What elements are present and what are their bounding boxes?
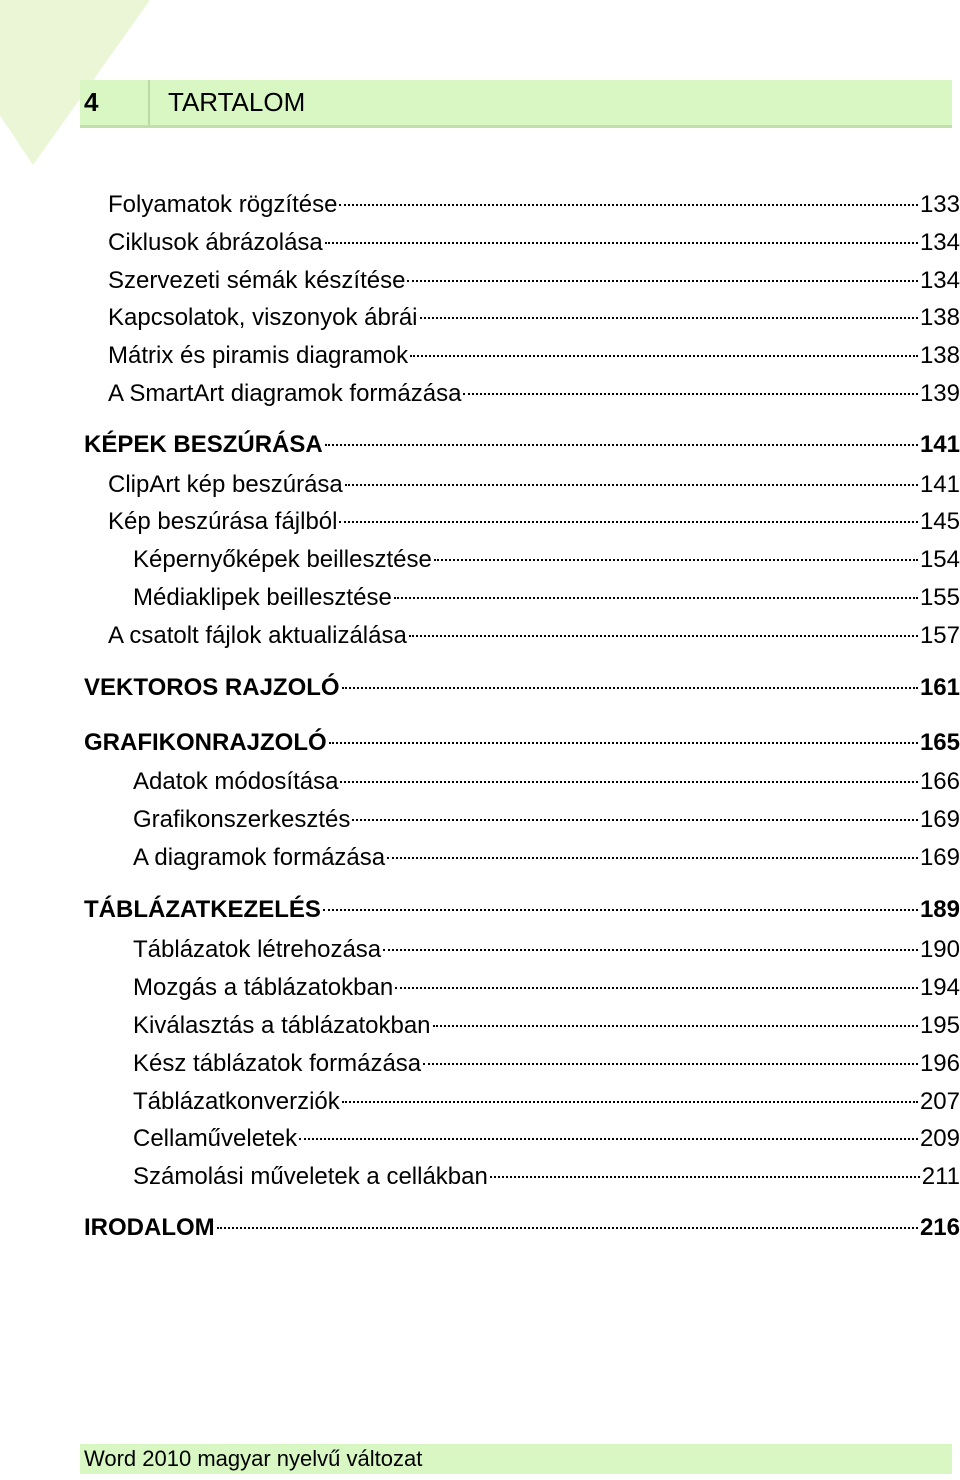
toc-entry-page: 169	[919, 844, 960, 871]
toc-entry[interactable]	[133, 545, 960, 575]
toc-entry-title: Kép beszúrása fájlból	[108, 508, 338, 535]
toc-entry-page: 134	[919, 267, 960, 294]
toc-entry-title: ClipArt kép beszúrása	[108, 471, 343, 498]
toc-entry-title: Kiválasztás a táblázatokban	[133, 1012, 431, 1039]
toc-leader-dots	[325, 242, 918, 244]
page-header	[80, 80, 952, 128]
toc-entry[interactable]	[108, 470, 960, 500]
toc-entry-page: 190	[919, 936, 960, 963]
toc-leader-dots	[217, 1227, 918, 1229]
toc-entry-page: 195	[919, 1012, 960, 1039]
toc-entry[interactable]	[133, 843, 960, 873]
page-title: TARTALOM	[168, 87, 306, 117]
toc-leader-dots	[339, 204, 918, 206]
toc-entry-title: IRODALOM	[84, 1214, 215, 1241]
toc-entry-title: Ciklusok ábrázolása	[108, 229, 323, 256]
toc-entry-title: A SmartArt diagramok formázása	[108, 380, 462, 407]
toc-entry-page: 196	[919, 1050, 960, 1077]
toc-entry-title: GRAFIKONRAJZOLÓ	[84, 729, 327, 756]
toc-entry-page: 139	[919, 380, 960, 407]
toc-entry[interactable]	[108, 341, 960, 371]
toc-entry-page: 189	[919, 896, 960, 923]
toc-entry-title: Folyamatok rögzítése	[108, 191, 338, 218]
toc-entry-title: Médiaklipek beillesztése	[133, 584, 392, 611]
toc-entry-title: KÉPEK BESZÚRÁSA	[84, 431, 323, 458]
toc-entry[interactable]	[133, 805, 960, 835]
toc-entry-page: 145	[919, 508, 960, 535]
toc-entry[interactable]	[108, 507, 960, 537]
toc-leader-dots	[410, 355, 918, 357]
toc-leader-dots	[339, 521, 917, 523]
toc-leader-dots	[299, 1138, 918, 1140]
toc-entry-page: 138	[919, 304, 960, 331]
toc-entry[interactable]	[133, 1124, 960, 1154]
toc-entry[interactable]	[133, 767, 960, 797]
toc-entry-title: Táblázatok létrehozása	[133, 936, 382, 963]
toc-leader-dots	[329, 742, 918, 744]
toc-entry-page: 166	[919, 768, 960, 795]
toc-entry[interactable]	[84, 1213, 960, 1243]
toc-entry-page: 134	[919, 229, 960, 256]
toc-entry[interactable]	[108, 303, 960, 333]
toc-entry[interactable]	[133, 1087, 960, 1117]
toc-entry[interactable]	[84, 430, 960, 460]
toc-entry-title: A csatolt fájlok aktualizálása	[108, 622, 407, 649]
toc-entry[interactable]	[133, 1162, 960, 1192]
toc-entry[interactable]	[133, 1011, 960, 1041]
toc-entry-title: Mozgás a táblázatokban	[133, 974, 394, 1001]
toc-entry-page: 154	[919, 546, 960, 573]
toc-entry-title: Cellaműveletek	[133, 1125, 298, 1152]
toc-entry[interactable]	[108, 266, 960, 296]
toc-entry-title: Számolási műveletek a cellákban	[133, 1163, 488, 1190]
toc-leader-dots	[323, 909, 918, 911]
toc-entry[interactable]	[108, 190, 960, 220]
toc-entry-page: 157	[919, 622, 960, 649]
toc-leader-dots	[407, 280, 918, 282]
toc-entry-page: 155	[919, 584, 960, 611]
toc-leader-dots	[434, 559, 918, 561]
toc-entry-page: 211	[921, 1163, 960, 1190]
toc-entry[interactable]	[133, 1049, 960, 1079]
toc-entry-page: 165	[919, 729, 960, 756]
toc-entry[interactable]	[108, 228, 960, 258]
toc-leader-dots	[352, 819, 918, 821]
toc-entry[interactable]	[84, 673, 960, 703]
toc-entry[interactable]	[133, 935, 960, 965]
toc-entry-page: 141	[919, 431, 960, 458]
toc-entry-title: Adatok módosítása	[133, 768, 339, 795]
toc-leader-dots	[395, 987, 918, 989]
toc-entry[interactable]	[84, 728, 960, 758]
toc-leader-dots	[340, 781, 918, 783]
toc-entry-title: Kész táblázatok formázása	[133, 1050, 422, 1077]
toc-leader-dots	[325, 444, 918, 446]
toc-entry-title: VEKTOROS RAJZOLÓ	[84, 674, 340, 701]
toc-entry-title: Kapcsolatok, viszonyok ábrái	[108, 304, 418, 331]
toc-entry-title: A diagramok formázása	[133, 844, 386, 871]
toc-leader-dots	[387, 857, 918, 859]
toc-leader-dots	[433, 1025, 918, 1027]
toc-leader-dots	[463, 393, 917, 395]
toc-entry-page: 141	[919, 471, 960, 498]
toc-leader-dots	[490, 1176, 920, 1178]
toc-leader-dots	[342, 687, 918, 689]
toc-leader-dots	[423, 1063, 918, 1065]
toc-entry-title: TÁBLÁZATKEZELÉS	[84, 896, 321, 923]
page-footer	[80, 1444, 952, 1474]
toc-entry[interactable]	[133, 583, 960, 613]
toc-entry[interactable]	[108, 379, 960, 409]
toc-entry-page: 194	[919, 974, 960, 1001]
toc-entry-title: Képernyőképek beillesztése	[133, 546, 432, 573]
toc-leader-dots	[394, 597, 918, 599]
toc-leader-dots	[342, 1101, 918, 1103]
toc-entry-page: 207	[919, 1088, 960, 1115]
toc-entry-page: 169	[919, 806, 960, 833]
toc-entry-page: 209	[919, 1125, 960, 1152]
toc-entry[interactable]	[133, 973, 960, 1003]
footer-text: Word 2010 magyar nyelvű változat	[84, 1446, 423, 1471]
toc-leader-dots	[409, 635, 918, 637]
toc-entry-page: 138	[919, 342, 960, 369]
toc-leader-dots	[420, 317, 918, 319]
toc-entry-title: Táblázatkonverziók	[133, 1088, 340, 1115]
toc-entry-page: 133	[919, 191, 960, 218]
page-number: 4	[80, 80, 150, 125]
toc-entry-page: 161	[919, 674, 960, 701]
toc-entry[interactable]	[108, 621, 960, 651]
toc-leader-dots	[345, 484, 918, 486]
toc-entry-title: Grafikonszerkesztés	[133, 806, 351, 833]
toc-leader-dots	[383, 949, 918, 951]
toc-entry-page: 216	[919, 1214, 960, 1241]
toc-entry-title: Mátrix és piramis diagramok	[108, 342, 409, 369]
toc-entry[interactable]	[84, 895, 960, 925]
toc-entry-title: Szervezeti sémák készítése	[108, 267, 406, 294]
